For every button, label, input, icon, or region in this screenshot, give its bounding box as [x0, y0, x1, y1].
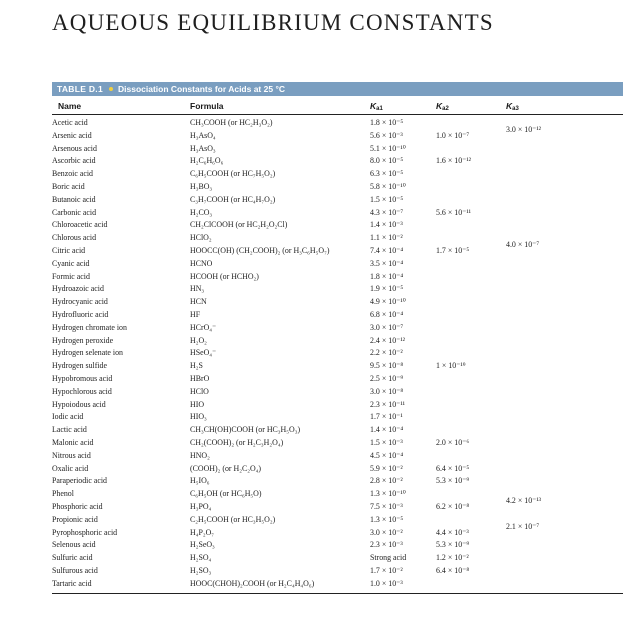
cell-ka2: 6.4 × 10⁻⁵: [436, 463, 470, 473]
cell-ka2: [436, 450, 506, 463]
cell-ka3: [506, 475, 576, 488]
cell-ka3: [506, 143, 576, 156]
cell-name: Hypochlorous acid: [52, 386, 112, 396]
cell-ka3: [506, 450, 576, 463]
header-rule: [52, 114, 623, 115]
cell-ka3: [506, 322, 576, 335]
cell-ka3: [506, 373, 576, 386]
cell-ka3: [506, 578, 576, 591]
table-label: TABLE D.1: [57, 84, 103, 94]
cell-ka3: [506, 552, 576, 565]
cell-formula: HNO₂: [190, 450, 210, 460]
table-row: [52, 360, 576, 373]
cell-ka2: [436, 296, 506, 309]
cell-formula: HClO₂: [190, 233, 212, 243]
cell-name: Tartaric acid: [52, 578, 92, 588]
cell-ka2: [436, 386, 506, 399]
header-ka3-symbol: K: [506, 101, 513, 111]
table-row: [52, 450, 576, 463]
cell-name: Hydrocyanic acid: [52, 297, 108, 307]
cell-ka3: [506, 155, 576, 168]
cell-ka2: [436, 322, 506, 335]
cell-formula: HCrO₄⁻: [190, 322, 217, 332]
cell-ka3: [506, 437, 576, 450]
cell-ka3-value: 2.1 × 10⁻⁷: [506, 521, 540, 531]
cell-formula: H₂SeO₃: [190, 540, 215, 550]
cell-ka3: [506, 181, 576, 194]
cell-ka1: 2.4 × 10⁻¹²: [370, 335, 406, 345]
cell-formula: CH₃COOH (or HC₂H₃O₂): [190, 118, 273, 127]
cell-ka3: [506, 495, 576, 514]
cell-name: Pyrophosphoric acid: [52, 527, 118, 537]
cell-name: Arsenic acid: [52, 130, 92, 140]
cell-ka3: [506, 168, 576, 181]
cell-ka3: [506, 207, 576, 220]
cell-formula: CH₃CH(OH)COOH (or HC₃H₅O₃): [190, 425, 301, 435]
cell-formula: H₃PO₄: [190, 501, 212, 511]
cell-ka1: 1.5 × 10⁻³: [370, 437, 403, 447]
cell-name: Hydrofluoric acid: [52, 309, 109, 319]
dissociation-constants-table: [52, 117, 576, 590]
cell-name: Boric acid: [52, 181, 85, 191]
cell-name: Hydrogen sulfide: [52, 361, 108, 371]
cell-name: Hydrogen peroxide: [52, 335, 114, 345]
cell-name: Hypoiodous acid: [52, 399, 106, 409]
cell-name: Hydroazoic acid: [52, 284, 104, 294]
cell-name: Chlorous acid: [52, 233, 97, 243]
cell-ka3: [506, 124, 576, 143]
table-caption-bar: [52, 82, 623, 96]
cell-ka1: 5.9 × 10⁻²: [370, 463, 403, 473]
cell-formula: C₂H₅COOH (or HC₃H₅O₂): [190, 514, 276, 524]
cell-formula: CH₂(COOH)₂ (or H₂C₃H₂O₄): [190, 437, 284, 447]
table-row: [52, 168, 576, 181]
cell-formula: HClO: [190, 386, 209, 396]
table-row: [52, 271, 576, 284]
cell-name: Formic acid: [52, 271, 90, 281]
cell-name: Cyanic acid: [52, 258, 90, 268]
cell-formula: H₃AsO₄: [190, 130, 216, 140]
cell-ka1: 2.3 × 10⁻³: [370, 540, 403, 550]
cell-name: Ascorbic acid: [52, 156, 96, 166]
cell-ka2: [436, 347, 506, 360]
cell-ka2: 6.2 × 10⁻⁸: [436, 501, 470, 511]
table-row: [52, 565, 576, 578]
cell-ka1: 7.5 × 10⁻³: [370, 501, 403, 511]
table-row: [52, 232, 576, 245]
cell-ka2: [436, 578, 506, 591]
cell-formula: H₂CO₃: [190, 207, 213, 217]
cell-ka3: [506, 194, 576, 207]
cell-formula: (COOH)₂ (or H₂C₂O₄): [190, 463, 262, 473]
table-row: [52, 411, 576, 424]
cell-ka1: 1.3 × 10⁻⁵: [370, 514, 404, 524]
table-row: [52, 578, 576, 591]
cell-ka1: 9.5 × 10⁻⁸: [370, 361, 404, 371]
cell-name: Propionic acid: [52, 514, 98, 524]
cell-ka3: [506, 386, 576, 399]
cell-name: Butanoic acid: [52, 194, 96, 204]
cell-ka1: 6.8 × 10⁻⁴: [370, 309, 404, 319]
cell-ka3: [506, 411, 576, 424]
cell-ka3: [506, 271, 576, 284]
cell-ka1: 1.8 × 10⁻⁴: [370, 271, 404, 281]
cell-ka1: 6.3 × 10⁻⁵: [370, 169, 404, 179]
table-header-row: [52, 99, 623, 113]
cell-name: Acetic acid: [52, 118, 88, 127]
cell-formula: C₆H₅OH (or HC₆H₅O): [190, 489, 262, 499]
header-ka2-symbol: K: [436, 101, 443, 111]
cell-formula: HOOC(CHOH)₂COOH (or H₂C₄H₄O₆): [190, 578, 315, 588]
cell-name: Lactic acid: [52, 425, 87, 435]
cell-formula: H₃AsO₃: [190, 143, 216, 153]
cell-name: Sulfurous acid: [52, 565, 98, 575]
cell-ka2: 6.4 × 10⁻⁸: [436, 565, 470, 575]
cell-ka3: [506, 258, 576, 271]
cell-ka1: 2.8 × 10⁻²: [370, 476, 403, 486]
cell-ka1: 1.8 × 10⁻⁵: [370, 118, 404, 127]
cell-formula: H₃BO₃: [190, 181, 213, 191]
cell-ka3: [506, 283, 576, 296]
cell-formula: H₂S: [190, 361, 203, 371]
cell-ka1: 8.0 × 10⁻⁵: [370, 156, 404, 166]
cell-ka2: 4.4 × 10⁻³: [436, 527, 469, 537]
cell-formula: H₂SO₃: [190, 565, 212, 575]
cell-formula: HCNO: [190, 258, 213, 268]
cell-ka1: 3.0 × 10⁻²: [370, 527, 403, 537]
cell-ka1: Strong acid: [370, 553, 407, 563]
cell-ka1: 2.2 × 10⁻²: [370, 348, 403, 358]
cell-ka3: [506, 219, 576, 232]
table-row: [52, 552, 576, 565]
table-row: [52, 539, 576, 552]
cell-ka1: 2.5 × 10⁻⁹: [370, 373, 404, 383]
table-row: [52, 347, 576, 360]
table-row: [52, 488, 576, 501]
cell-ka2: [436, 283, 506, 296]
table-row: [52, 386, 576, 399]
cell-ka3: [506, 360, 576, 373]
cell-ka2: [436, 219, 506, 232]
cell-ka1: 1.9 × 10⁻⁵: [370, 284, 404, 294]
cell-formula: HOOCC(OH) (CH₂COOH)₂ (or H₃C₆H₅O₇): [190, 245, 330, 255]
cell-ka2: [436, 194, 506, 207]
cell-ka1: 1.7 × 10⁻¹: [370, 412, 403, 422]
cell-ka2: [436, 488, 506, 501]
cell-name: Iodic acid: [52, 412, 84, 422]
table-row: [52, 155, 576, 168]
cell-ka3: [506, 309, 576, 322]
cell-name: Benzoic acid: [52, 169, 93, 179]
cell-ka1: 1.4 × 10⁻⁴: [370, 425, 404, 435]
cell-ka1: 4.9 × 10⁻¹⁰: [370, 297, 406, 307]
cell-ka2: 1.6 × 10⁻¹²: [436, 156, 472, 166]
cell-name: Sulfuric acid: [52, 553, 93, 563]
cell-ka1: 3.5 × 10⁻⁴: [370, 258, 404, 268]
cell-ka1: 4.5 × 10⁻⁴: [370, 450, 404, 460]
cell-ka1: 1.0 × 10⁻³: [370, 578, 403, 588]
cell-formula: HBrO: [190, 373, 210, 383]
cell-formula: HCN: [190, 297, 207, 307]
cell-formula: HSeO₄⁻: [190, 348, 217, 358]
cell-ka2: [436, 335, 506, 348]
bullet-icon: [109, 87, 113, 91]
table-row: [52, 181, 576, 194]
table-row: [52, 219, 576, 232]
cell-ka1: 1.3 × 10⁻¹⁰: [370, 489, 406, 499]
cell-ka3: [506, 335, 576, 348]
cell-ka2: [436, 514, 506, 527]
cell-ka2: 5.3 × 10⁻⁹: [436, 476, 470, 486]
cell-ka1: 2.3 × 10⁻¹¹: [370, 399, 406, 409]
table-row: [52, 527, 576, 540]
table-row: [52, 283, 576, 296]
cell-ka1: 5.6 × 10⁻³: [370, 130, 403, 140]
cell-ka2: [436, 258, 506, 271]
cell-ka2: 5.6 × 10⁻¹¹: [436, 207, 472, 217]
table-row: [52, 373, 576, 386]
table-row: [52, 463, 576, 476]
cell-ka2: 1.2 × 10⁻²: [436, 553, 469, 563]
cell-name: Arsenous acid: [52, 143, 97, 153]
cell-name: Phosphoric acid: [52, 501, 103, 511]
cell-name: Citric acid: [52, 245, 86, 255]
table-title: Dissociation Constants for Acids at 25 °C: [118, 84, 285, 94]
cell-ka1: 1.1 × 10⁻²: [370, 233, 403, 243]
cell-name: Hydrogen chromate ion: [52, 322, 127, 332]
cell-formula: C₃H₇COOH (or HC₄H₇O₂): [190, 194, 276, 204]
header-ka3-subscript: a3: [512, 106, 519, 112]
header-ka1-subscript: a1: [376, 106, 383, 112]
cell-ka2: [436, 143, 506, 156]
table-row: [52, 309, 576, 322]
table-body: [52, 117, 576, 590]
cell-name: Nitrous acid: [52, 450, 91, 460]
cell-formula: HIO₃: [190, 412, 207, 422]
cell-ka2: [436, 373, 506, 386]
cell-formula: H₂SO₄: [190, 553, 212, 563]
cell-ka3: [506, 239, 576, 258]
cell-ka3: [506, 347, 576, 360]
cell-ka1: 3.0 × 10⁻⁷: [370, 322, 404, 332]
cell-ka3: [506, 424, 576, 437]
cell-ka1: 5.1 × 10⁻¹⁰: [370, 143, 406, 153]
table-row: [52, 117, 576, 130]
table-row: [52, 501, 576, 514]
table-row: [52, 245, 576, 258]
table-row: [52, 424, 576, 437]
cell-ka3-value: 3.0 × 10⁻¹²: [506, 124, 542, 134]
table-row: [52, 130, 576, 143]
cell-formula: H₅IO₆: [190, 476, 210, 486]
table-row: [52, 335, 576, 348]
cell-ka3: [506, 399, 576, 412]
header-ka1-symbol: K: [370, 101, 377, 111]
table-row: [52, 194, 576, 207]
table-row: [52, 399, 576, 412]
cell-ka3-value: 4.2 × 10⁻¹³: [506, 495, 542, 505]
cell-formula: H₂C₆H₆O₆: [190, 156, 224, 166]
cell-ka1: 1.4 × 10⁻³: [370, 220, 403, 230]
cell-ka2: 1 × 10⁻¹⁹: [436, 361, 466, 371]
cell-ka1: 1.7 × 10⁻²: [370, 565, 403, 575]
cell-ka2: [436, 399, 506, 412]
header-ka2-subscript: a2: [442, 106, 449, 112]
cell-ka1: 3.0 × 10⁻⁸: [370, 386, 404, 396]
cell-name: Carbonic acid: [52, 207, 97, 217]
cell-ka1: 4.3 × 10⁻⁷: [370, 207, 404, 217]
cell-ka2: [436, 181, 506, 194]
cell-name: Hydrogen selenate ion: [52, 348, 123, 358]
cell-formula: HIO: [190, 399, 205, 409]
cell-ka1: 7.4 × 10⁻⁴: [370, 245, 404, 255]
header-formula: Formula: [190, 101, 224, 111]
cell-name: Oxalic acid: [52, 463, 89, 473]
cell-name: Paraperiodic acid: [52, 476, 107, 486]
cell-ka2: [436, 117, 506, 130]
cell-ka1: 5.8 × 10⁻¹⁰: [370, 181, 406, 191]
cell-ka1: 1.5 × 10⁻⁵: [370, 194, 404, 204]
table-row: [52, 475, 576, 488]
table-row: [52, 322, 576, 335]
table-row: [52, 437, 576, 450]
cell-formula: C₆H₅COOH (or HC₇H₅O₂): [190, 169, 276, 179]
cell-ka3: [506, 539, 576, 552]
cell-ka2: 2.0 × 10⁻⁶: [436, 437, 470, 447]
cell-ka2: 1.0 × 10⁻⁷: [436, 130, 470, 140]
cell-formula: HCOOH (or HCHO₂): [190, 271, 259, 281]
page-title: AQUEOUS EQUILIBRIUM CONSTANTS: [52, 10, 494, 35]
bottom-rule: [52, 593, 623, 594]
cell-ka2: [436, 411, 506, 424]
cell-name: Hypobromous acid: [52, 373, 113, 383]
cell-name: Malonic acid: [52, 437, 94, 447]
cell-ka2: [436, 232, 506, 245]
cell-formula: HN₃: [190, 284, 205, 294]
header-name: Name: [58, 101, 82, 111]
table-row: [52, 143, 576, 156]
table-row: [52, 514, 576, 527]
cell-ka2: [436, 309, 506, 322]
cell-formula: HF: [190, 309, 201, 319]
table-row: [52, 207, 576, 220]
cell-ka3: [506, 463, 576, 476]
table-row: [52, 296, 576, 309]
cell-ka2: 5.3 × 10⁻⁹: [436, 540, 470, 550]
cell-ka2: [436, 424, 506, 437]
cell-ka2: 1.7 × 10⁻⁵: [436, 245, 470, 255]
cell-name: Chloroacetic acid: [52, 220, 108, 230]
cell-ka2: [436, 168, 506, 181]
cell-formula: H₂O₂: [190, 335, 207, 345]
cell-name: Phenol: [52, 489, 74, 499]
cell-formula: H₄P₂O₇: [190, 527, 215, 537]
cell-ka3-value: 4.0 × 10⁻⁷: [506, 239, 540, 249]
cell-name: Selenous acid: [52, 540, 96, 550]
cell-ka2: [436, 271, 506, 284]
table-row: [52, 258, 576, 271]
cell-ka3: [506, 565, 576, 578]
cell-ka3: [506, 521, 576, 540]
cell-formula: CH₂ClCOOH (or HC₂H₂O₂Cl): [190, 220, 288, 230]
cell-ka3: [506, 296, 576, 309]
